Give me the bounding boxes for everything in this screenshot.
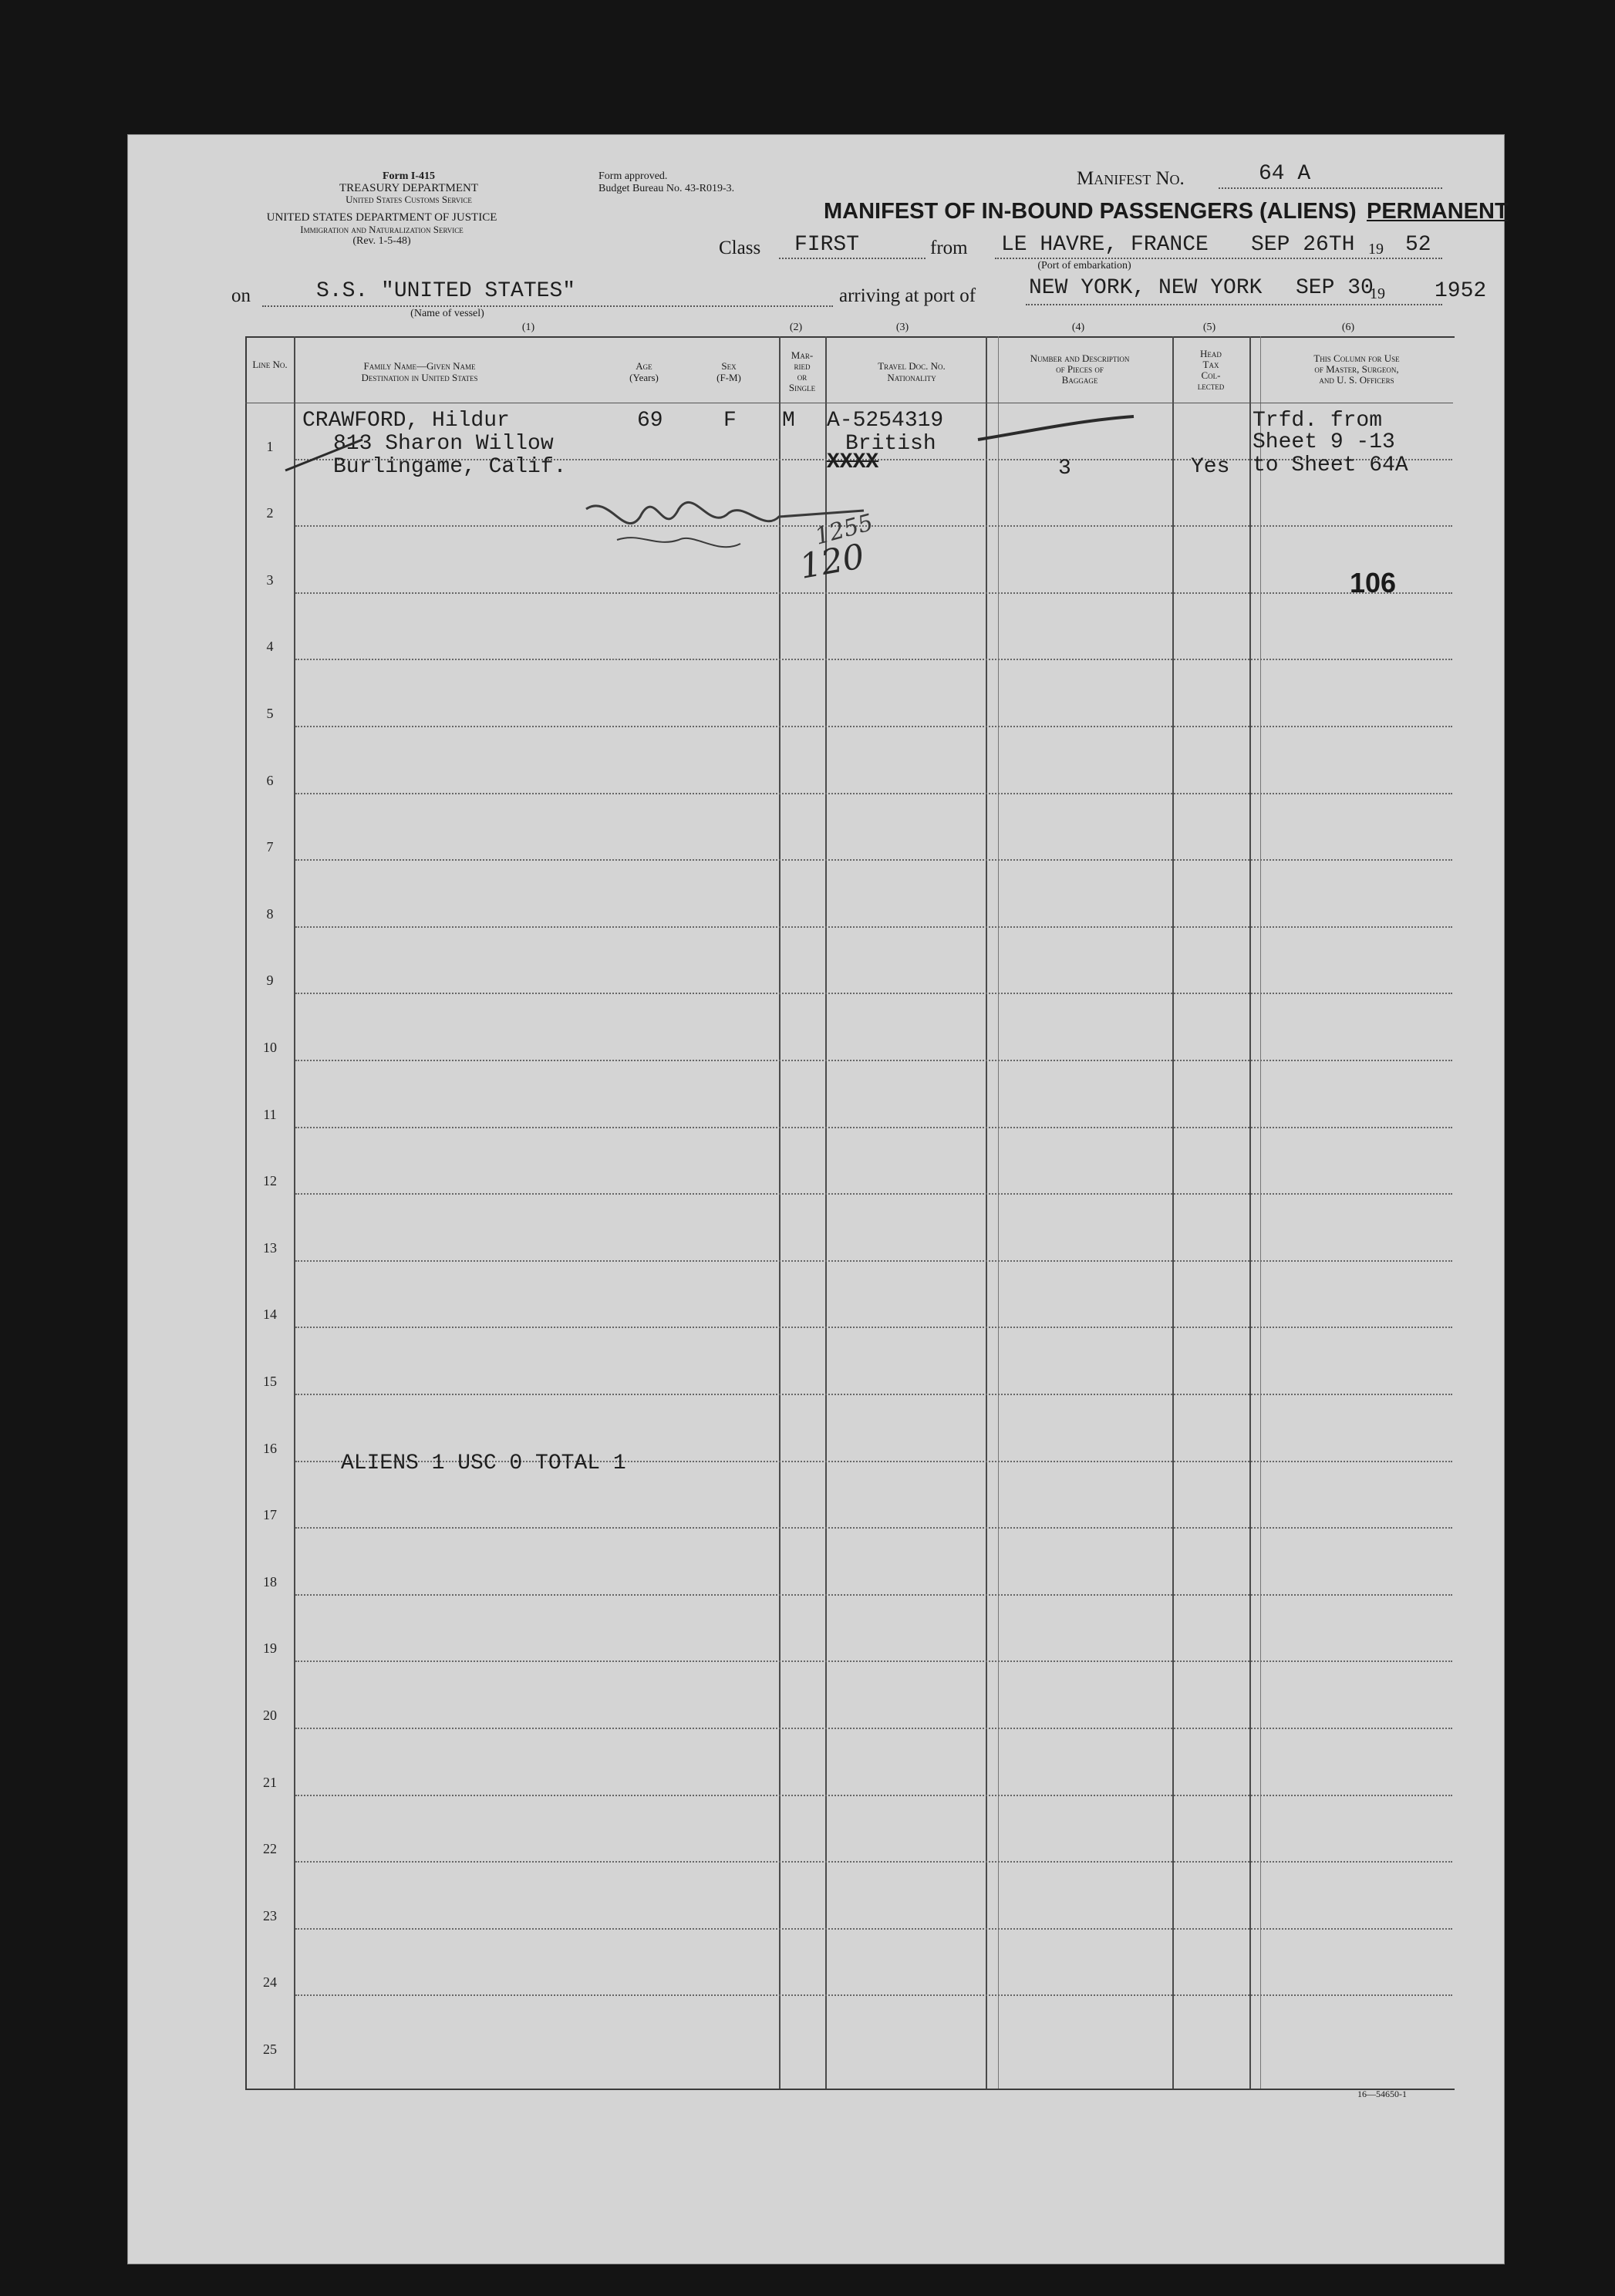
officer-remark-3: to Sheet 64A (1253, 453, 1408, 477)
form-approved: Form approved. (598, 170, 668, 182)
line-number: 12 (263, 1173, 277, 1189)
budget-bureau: Budget Bureau No. 43-R019-3. (598, 183, 735, 194)
vessel-name: S.S. "UNITED STATES" (316, 279, 576, 303)
line-number: 17 (263, 1507, 277, 1523)
signature-scrawl (586, 502, 864, 523)
manifest-type: PERMANENT (1367, 199, 1509, 224)
col-num-officers: (6) (1341, 322, 1355, 333)
manifest-label: Manifest No. (1077, 168, 1185, 189)
customs-service: United States Customs Service (346, 194, 472, 205)
travel-doc-number: A-5254319 (827, 409, 944, 433)
passenger-city: Burlingame, Calif. (333, 455, 567, 479)
header-baggage-1: Number and Description (1030, 352, 1130, 364)
from-port: LE HAVRE, FRANCE (1001, 233, 1209, 257)
line-number: 3 (266, 571, 274, 588)
line-number: 2 (266, 505, 274, 521)
form-id: Form I-415 (382, 170, 436, 182)
port-caption: (Port of embarkation) (1037, 260, 1131, 271)
line-number: 9 (266, 973, 274, 989)
passenger-age: 69 (637, 409, 663, 433)
header-tax-3: Col- (1201, 369, 1221, 381)
officer-remark-2: Sheet 9 -13 (1253, 430, 1395, 454)
passenger-sex: F (723, 409, 737, 433)
passenger-totals: ALIENS 1 USC 0 TOTAL 1 (341, 1451, 626, 1475)
line-number: 4 (266, 639, 274, 655)
treasury-dept: TREASURY DEPARTMENT (339, 182, 479, 194)
justice-dept: UNITED STATES DEPARTMENT OF JUSTICE (266, 211, 497, 224)
pen-stroke (285, 440, 362, 470)
signature-scrawl (617, 538, 740, 547)
header-age-sub: (Years) (629, 372, 659, 383)
header-tax-2: Tax (1202, 359, 1219, 370)
line-number: 7 (266, 839, 274, 855)
header-sex-sub: (F-M) (716, 372, 741, 383)
passenger-name: CRAWFORD, Hildur (302, 409, 510, 433)
header-married-1: Mar- (791, 349, 814, 361)
header-officers-2: of Master, Surgeon, (1314, 363, 1399, 375)
header-age: Age (636, 360, 652, 372)
manifest-title: MANIFEST OF IN-BOUND PASSENGERS (ALIENS) (824, 199, 1357, 224)
header-line-no: Line No. (252, 359, 288, 370)
line-number: 13 (263, 1239, 277, 1256)
line-number: 25 (263, 2041, 277, 2057)
marital-status: M (782, 409, 795, 433)
vessel-col-number: (1) (521, 322, 535, 333)
line-number: 10 (263, 1040, 277, 1055)
line-number: 19 (263, 1640, 277, 1657)
line-number: 16 (263, 1440, 277, 1456)
arrival-date: SEP 30 (1296, 276, 1374, 300)
vessel-caption: (Name of vessel) (410, 308, 484, 319)
form-revision: (Rev. 1-5-48) (352, 235, 411, 247)
arrival-year-prefix: 19 (1370, 285, 1385, 302)
arrival-port: NEW YORK, NEW YORK (1029, 276, 1263, 300)
header-sex: Sex (721, 360, 737, 372)
line-number: 1 (266, 438, 274, 454)
header-baggage-2: of Pieces of (1056, 363, 1104, 375)
line-number: 18 (263, 1573, 277, 1590)
ins-service: Immigration and Naturalization Service (300, 224, 464, 235)
struck-text: XXXX (827, 450, 879, 474)
head-tax: Yes (1191, 455, 1230, 479)
from-label: from (930, 238, 968, 258)
depart-date: SEP 26TH (1251, 233, 1355, 257)
header-officers-1: This Column for Use (1313, 352, 1400, 364)
class-label: Class (719, 238, 761, 258)
depart-year: 52 (1405, 233, 1431, 257)
header-married-3: or (797, 371, 808, 383)
header-married-2: ried (794, 360, 811, 372)
printer-code: 16—54650-1 (1357, 2089, 1407, 2099)
col-num-married: (2) (789, 322, 803, 333)
line-number: 24 (263, 1974, 277, 1991)
on-label: on (231, 285, 251, 306)
header-destination: Destination in United States (361, 372, 478, 383)
pen-stroke (978, 416, 1134, 440)
manifest-number: 64 A (1259, 162, 1311, 186)
header-baggage-3: Baggage (1061, 374, 1098, 386)
line-number: 14 (263, 1306, 277, 1323)
line-number: 21 (263, 1774, 277, 1790)
header-married-4: Single (788, 382, 816, 393)
arriving-label: arriving at port of (839, 285, 976, 306)
line-number: 6 (266, 772, 274, 788)
handwritten-number: 1255 (812, 509, 876, 551)
line-number: 8 (266, 905, 274, 922)
col-num-baggage: (4) (1071, 322, 1085, 333)
header-nationality: Nationality (887, 372, 936, 383)
stamp-number: 106 (1350, 567, 1397, 598)
line-number: 23 (263, 1907, 277, 1923)
line-number: 15 (263, 1374, 277, 1389)
col-num-tax: (5) (1202, 322, 1216, 333)
col-num-travel: (3) (895, 322, 909, 333)
line-number: 11 (263, 1106, 277, 1122)
officer-remark-1: Trfd. from (1253, 409, 1383, 433)
class-value: FIRST (794, 233, 860, 257)
header-name: Family Name—Given Name (363, 360, 476, 372)
baggage-count: 3 (1058, 457, 1071, 480)
header-tax-4: lected (1197, 380, 1225, 392)
handwritten-code: 120 (797, 537, 868, 587)
year-prefix: 19 (1368, 241, 1384, 258)
line-number: 20 (263, 1708, 277, 1723)
header-tax-1: Head (1200, 348, 1222, 359)
line-number: 22 (263, 1841, 277, 1857)
header-officers-3: and U. S. Officers (1319, 374, 1394, 386)
arrival-year: 1952 (1435, 279, 1487, 303)
header-travel: Travel Doc. No. (878, 360, 946, 372)
line-number: 5 (266, 706, 274, 721)
passenger-address: 813 Sharon Willow (333, 432, 554, 456)
nationality: British (845, 432, 936, 456)
